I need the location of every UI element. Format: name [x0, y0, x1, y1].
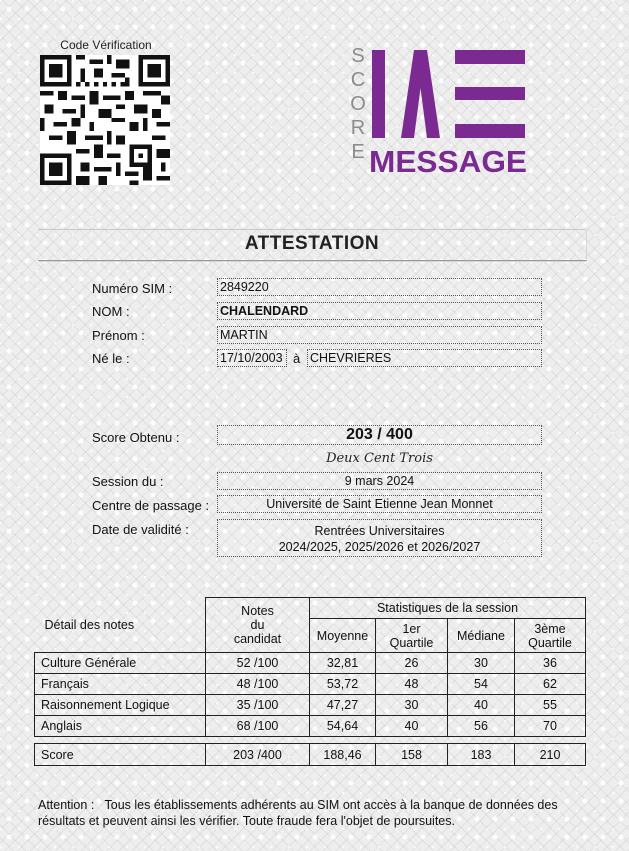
logo-score-s: S — [351, 48, 365, 67]
centre-value: Université de Saint Etienne Jean Monnet — [266, 497, 493, 511]
q1-header — [376, 619, 448, 653]
qr-caption: Code Vérification — [60, 38, 152, 52]
date-naissance-field — [217, 349, 287, 367]
total-note: 203 /400 — [206, 744, 310, 766]
session-value: 9 mars 2024 — [344, 474, 415, 488]
mediane-value: 30 — [448, 653, 515, 674]
q1-value: 48 — [376, 674, 448, 695]
validite-field — [217, 519, 542, 557]
validite-label: Date de validité : — [92, 522, 189, 537]
attention-text: Tous les établissements adhérents au SIM ont accès à la banque de données des résultats et peuvent ainsi les vérifier. Toute fraude fera l'objet de poursuites. — [38, 798, 558, 828]
total-name: Score — [35, 744, 206, 766]
mediane-value: 54 — [448, 674, 515, 695]
q1-header-line-1: 1er — [402, 621, 421, 636]
score-label: Score Obtenu : — [92, 430, 180, 445]
centre-field — [217, 495, 542, 513]
q1-value: 30 — [376, 695, 448, 716]
centre-label: Centre de passage : — [92, 498, 210, 513]
q1-value: 40 — [376, 716, 448, 737]
candidate-note: 35 /100 — [206, 695, 310, 716]
subject-name: Culture Générale — [35, 653, 206, 674]
score-iae-message-logo — [348, 48, 528, 178]
nom-value: CHALENDARD — [220, 304, 309, 318]
notes-header — [206, 598, 310, 653]
attention-note — [38, 797, 598, 829]
candidate-note: 48 /100 — [206, 674, 310, 695]
score-total-row — [35, 744, 586, 766]
mediane-value: 40 — [448, 695, 515, 716]
table-row — [35, 674, 586, 695]
notes-table — [34, 597, 586, 766]
logo-score-o: O — [350, 93, 366, 115]
sim-label: Numéro SIM : — [92, 281, 173, 296]
lieu-naissance-value: CHEVRIERES — [310, 351, 392, 365]
q3-value: 62 — [515, 674, 586, 695]
table-row — [35, 653, 586, 674]
score-field — [217, 425, 542, 445]
candidate-note: 52 /100 — [206, 653, 310, 674]
notes-header-line-3: candidat — [233, 632, 282, 646]
mediane-value: 56 — [448, 716, 515, 737]
moyenne-value: 47,27 — [310, 695, 376, 716]
score-value: 203 / 400 — [346, 426, 413, 443]
moyenne-value: 53,72 — [310, 674, 376, 695]
stats-header: Statistiques de la session — [310, 598, 586, 619]
logo-score-e: E — [351, 141, 365, 163]
detail-header: Détail des notes — [44, 617, 135, 632]
q3-header-line-2: Quartile — [528, 635, 572, 650]
mediane-header: Médiane — [448, 619, 515, 653]
validite-line-1: Rentrées Universitaires — [314, 524, 445, 538]
sim-value: 2849220 — [220, 280, 269, 294]
subject-name: Anglais — [35, 716, 206, 737]
page-title: ATTESTATION — [244, 233, 380, 254]
logo-message-text: MESSAGE — [369, 144, 527, 178]
notes-header-line-2: du — [250, 618, 265, 632]
total-q1: 158 — [376, 744, 448, 766]
q3-value: 36 — [515, 653, 586, 674]
candidate-note: 68 /100 — [206, 716, 310, 737]
prenom-value: MARTIN — [220, 328, 268, 342]
nom-field — [217, 302, 542, 320]
prenom-field — [217, 326, 542, 344]
q3-header-line-1: 3ème — [534, 621, 566, 636]
moyenne-value: 54,64 — [310, 716, 376, 737]
lieu-naissance-field — [307, 349, 542, 367]
logo-score-r: R — [350, 117, 366, 139]
q1-header-line-2: Quartile — [389, 635, 434, 650]
table-row — [35, 695, 586, 716]
qr-code-image — [40, 55, 170, 185]
date-naissance-value: 17/10/2003 — [220, 351, 283, 365]
q3-header — [515, 619, 586, 653]
session-field — [217, 472, 542, 490]
moyenne-header: Moyenne — [310, 619, 376, 653]
moyenne-value: 32,81 — [310, 653, 376, 674]
table-row — [35, 716, 586, 737]
session-label: Session du : — [92, 474, 164, 489]
sim-field — [217, 278, 542, 296]
q3-value: 70 — [515, 716, 586, 737]
q3-value: 55 — [515, 695, 586, 716]
a-label: à — [293, 351, 301, 366]
naissance-label: Né le : — [92, 351, 130, 366]
total-mediane: 183 — [448, 744, 515, 766]
nom-label: NOM : — [92, 304, 130, 319]
subject-name: Français — [35, 674, 206, 695]
attention-label: Attention : — [38, 798, 95, 812]
logo-score-c: C — [350, 69, 366, 91]
prenom-label: Prénom : — [92, 328, 145, 343]
total-q3: 210 — [515, 744, 586, 766]
notes-header-line-1: Notes — [241, 604, 274, 618]
q1-value: 26 — [376, 653, 448, 674]
validite-line-2: 2024/2025, 2025/2026 et 2026/2027 — [278, 540, 481, 554]
table-spacer — [35, 737, 586, 744]
total-moyenne: 188,46 — [310, 744, 376, 766]
score-in-words: Deux Cent Trois — [326, 451, 433, 466]
subject-name: Raisonnement Logique — [35, 695, 206, 716]
